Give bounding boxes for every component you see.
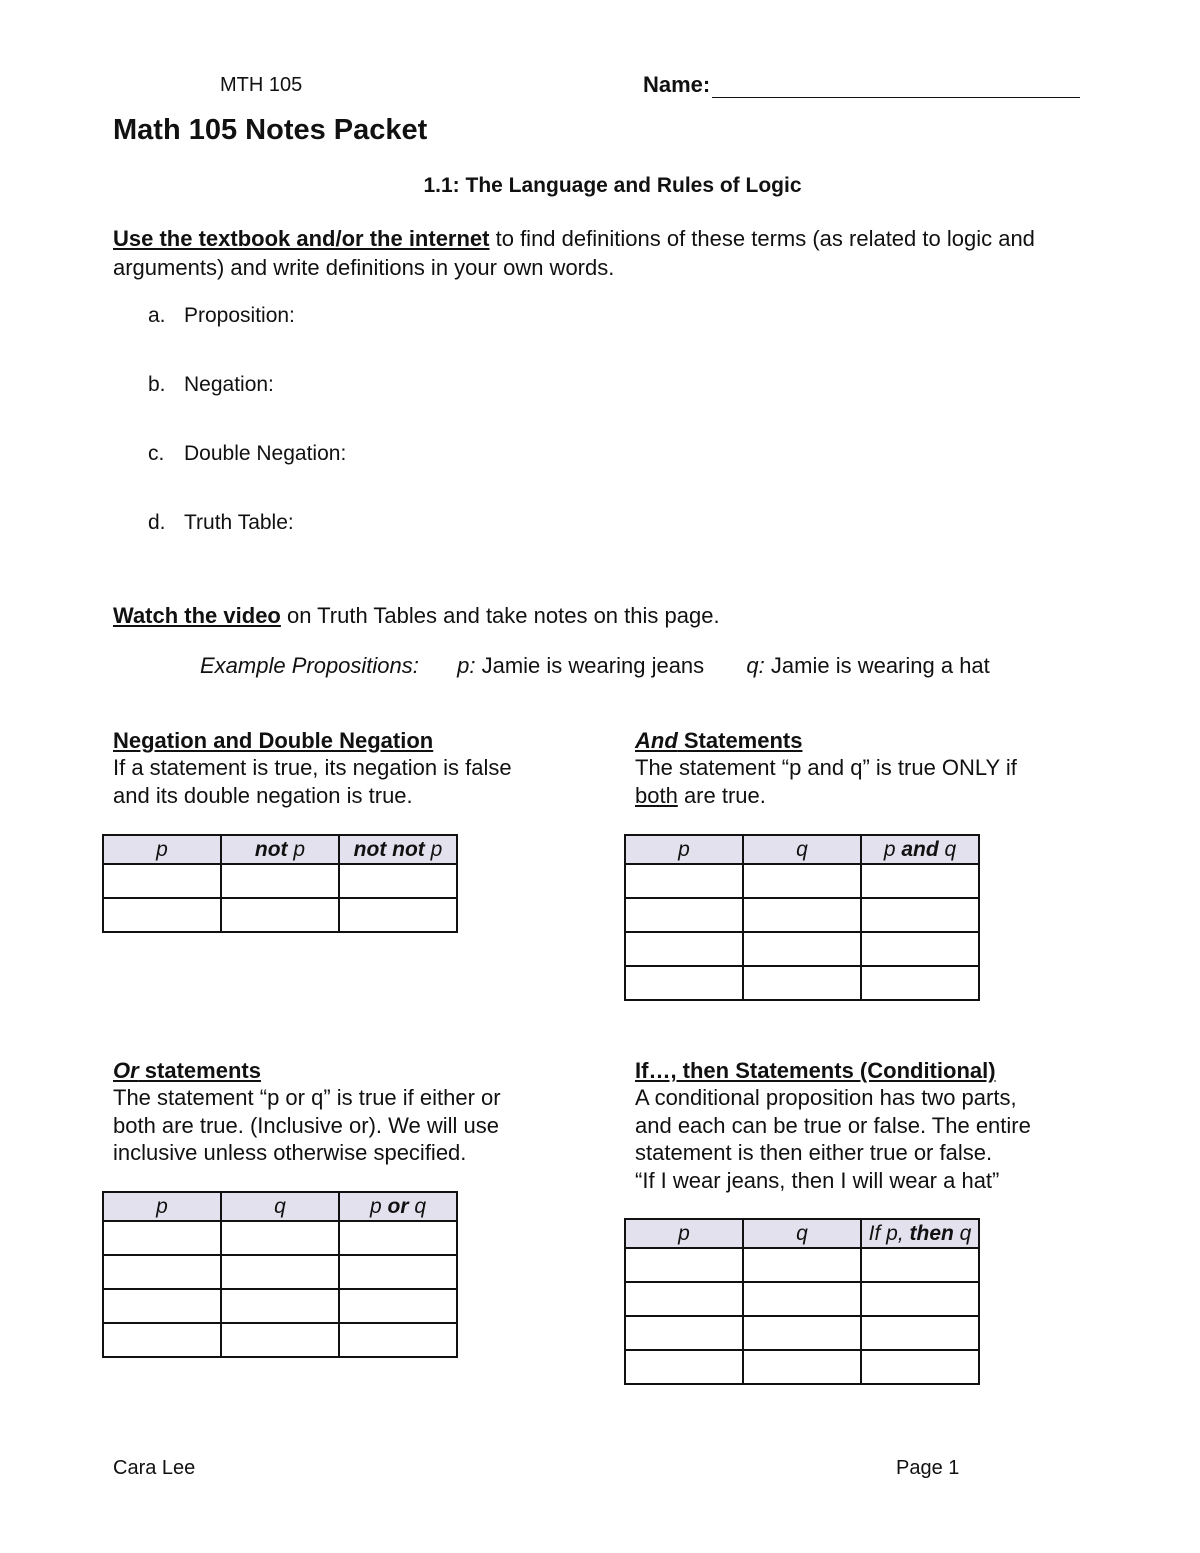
table-cell[interactable] [861, 966, 979, 1000]
table-cell[interactable] [861, 1350, 979, 1384]
column-header: p [625, 835, 743, 864]
negation-heading: Negation and Double Negation [113, 728, 434, 753]
column-header: not not p [339, 835, 457, 864]
table-cell[interactable] [103, 1255, 221, 1289]
footer-author: Cara Lee [113, 1457, 196, 1479]
column-header: q [743, 1219, 861, 1248]
table-cell[interactable] [103, 1289, 221, 1323]
table-cell[interactable] [339, 1323, 457, 1357]
intro-emphasis: Use the textbook and/or the internet [113, 226, 490, 251]
p-variable: p: [457, 653, 476, 678]
footer-page-number: Page 1 [896, 1457, 960, 1479]
table-cell[interactable] [625, 1248, 743, 1282]
column-header: q [221, 1192, 339, 1221]
table-cell[interactable] [743, 1282, 861, 1316]
negation-section: Negation and Double Negation If a statement is true, its negation is false and its double negation is true. [113, 728, 512, 808]
table-cell[interactable] [743, 1316, 861, 1350]
table-cell[interactable] [103, 1221, 221, 1255]
table-cell[interactable] [861, 898, 979, 932]
example-propositions [200, 653, 990, 679]
table-cell[interactable] [743, 1350, 861, 1384]
and-section: And Statements The statement “p and q” is true ONLY if both are true. [635, 728, 1017, 808]
table-cell[interactable] [339, 1289, 457, 1323]
table-cell[interactable] [861, 864, 979, 898]
table-cell[interactable] [625, 1316, 743, 1350]
table-cell[interactable] [743, 864, 861, 898]
section-subtitle: 1.1: The Language and Rules of Logic [423, 174, 802, 197]
table-cell[interactable] [861, 1316, 979, 1350]
column-header: p and q [861, 835, 979, 864]
table-cell[interactable] [221, 1323, 339, 1357]
conditional-heading: If…, then Statements (Conditional) [635, 1058, 996, 1083]
or-heading: Or statements [113, 1058, 261, 1083]
table-cell[interactable] [861, 932, 979, 966]
table-cell[interactable] [625, 1282, 743, 1316]
table-cell[interactable] [625, 898, 743, 932]
table-cell[interactable] [103, 864, 221, 898]
table-cell[interactable] [221, 864, 339, 898]
conditional-section: If…, then Statements (Conditional) A conditional proposition has two parts, and each can be true or false. The entire statement is then either true or false. “If I wear jeans, then I will wear a hat” [635, 1058, 1031, 1193]
name-label: Name: [643, 72, 711, 97]
table-cell[interactable] [625, 864, 743, 898]
column-header: p [103, 1192, 221, 1221]
table-cell[interactable] [743, 932, 861, 966]
page-title: Math 105 Notes Packet [113, 114, 428, 146]
table-cell[interactable] [103, 1323, 221, 1357]
table-cell[interactable] [861, 1282, 979, 1316]
intro-paragraph [113, 224, 1103, 282]
and-heading: And Statements [635, 728, 803, 753]
name-field [643, 72, 1080, 98]
table-cell[interactable] [339, 1221, 457, 1255]
table-cell[interactable] [625, 932, 743, 966]
table-cell[interactable] [743, 898, 861, 932]
definition-item-proposition: a. Proposition: [148, 304, 295, 327]
table-cell[interactable] [221, 1255, 339, 1289]
name-blank-line[interactable] [712, 75, 1080, 98]
p-proposition: Jamie is wearing jeans [475, 653, 705, 678]
column-header: p or q [339, 1192, 457, 1221]
table-cell[interactable] [743, 1248, 861, 1282]
definition-item-double-negation: c. Double Negation: [148, 442, 347, 465]
column-header: p [103, 835, 221, 864]
intro-text: to find definitions of these terms (as related to logic and arguments) and write definitions in your own words. [113, 226, 1035, 280]
column-header: p [625, 1219, 743, 1248]
table-cell[interactable] [743, 966, 861, 1000]
course-code: MTH 105 [220, 74, 303, 96]
table-cell[interactable] [221, 898, 339, 932]
table-cell[interactable] [861, 1248, 979, 1282]
or-section: Or statements The statement “p or q” is true if either or both are true. (Inclusive or). We will use inclusive unless otherwise specified. [113, 1058, 501, 1165]
q-variable: q: [746, 653, 765, 678]
table-cell[interactable] [625, 1350, 743, 1384]
table-cell[interactable] [625, 966, 743, 1000]
table-cell[interactable] [339, 1255, 457, 1289]
examples-label: Example Propositions: [200, 653, 419, 678]
or-truth-table [102, 1191, 458, 1358]
column-header: If p, then q [861, 1219, 979, 1248]
definition-item-truth-table: d. Truth Table: [148, 511, 294, 534]
table-cell[interactable] [103, 898, 221, 932]
column-header: q [743, 835, 861, 864]
definition-item-negation: b. Negation: [148, 373, 274, 396]
table-cell[interactable] [339, 864, 457, 898]
table-cell[interactable] [339, 898, 457, 932]
conditional-truth-table [624, 1218, 980, 1385]
and-truth-table [624, 834, 980, 1001]
q-proposition: Jamie is wearing a hat [764, 653, 990, 678]
table-cell[interactable] [221, 1221, 339, 1255]
table-cell[interactable] [221, 1289, 339, 1323]
video-instruction: Watch the video on Truth Tables and take notes on this page. [113, 603, 720, 628]
negation-truth-table [102, 834, 458, 933]
column-header: not p [221, 835, 339, 864]
